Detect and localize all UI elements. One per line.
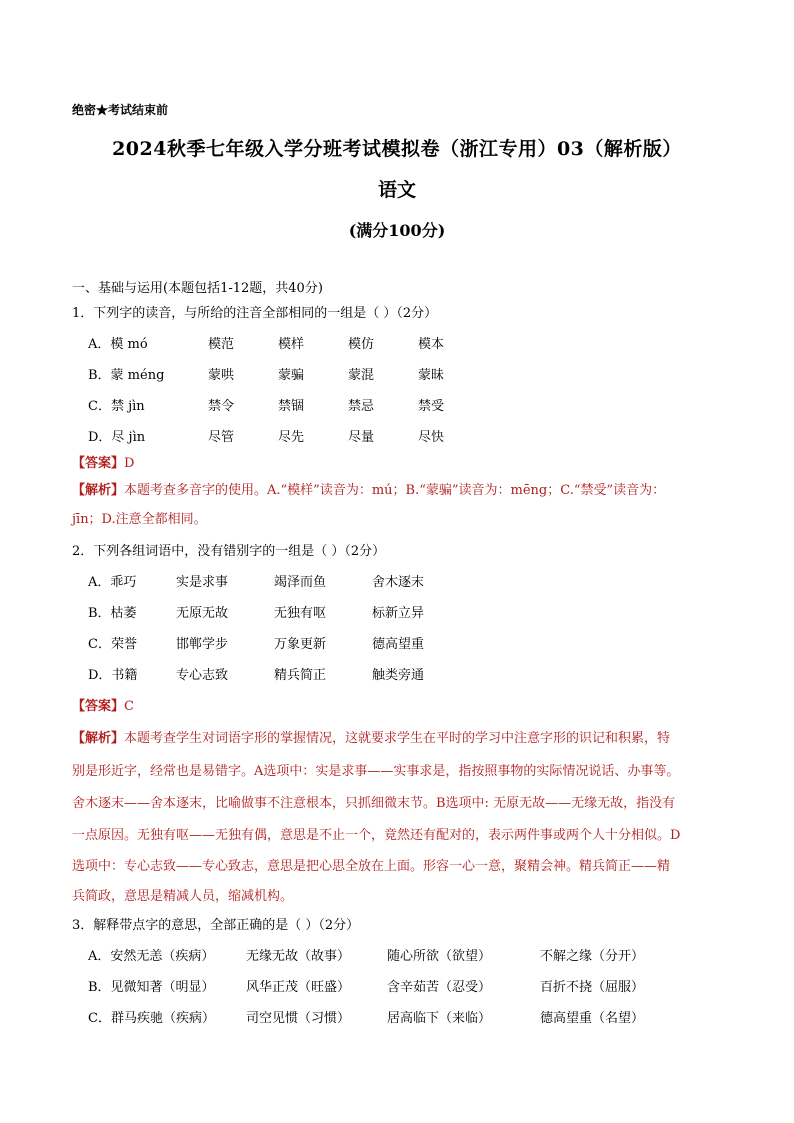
q1-c-word: 禁令 [208,399,235,414]
q1-a-word: 模范 [208,337,235,352]
section-heading: 一、基础与运用(本题包括1-12题，共40分) [72,281,323,296]
q3-c-item: C．群马疾驰（疾病） [88,1011,215,1026]
q1-c-label: C．禁 jìn [88,399,145,414]
q1-b-word: 蒙哄 [208,368,235,383]
q2-c-word: 万象更新 [274,637,327,652]
q3-a-item: 无缘无故（故事） [246,949,351,964]
q2-d-word: 精兵简正 [274,668,327,683]
q3-b-item: B．见微知著（明显） [88,980,215,995]
q2-answer [72,695,134,714]
q2-a-word: 舍木逐末 [372,575,425,590]
answer-value: C [124,699,134,714]
q3-a-item: 随心所欲（欲望） [387,949,492,964]
q2-a-word: 竭泽而鱼 [274,575,327,590]
full-score: (满分100分) [348,221,446,240]
q1-b-word: 蒙混 [348,368,375,383]
q2-b-word: 无原无故 [176,606,229,621]
q1-answer [72,452,134,471]
q2-analysis-line: 兵简政，意思是精减人员，缩减机构。 [72,889,294,904]
confidential-label: 绝密★考试结束前 [72,103,169,117]
q2-analysis-line: 舍木逐末——舍本逐末，比喻做事不注意根本，只抓细微末节。B选项中: 无原无故——无缘无故，指没有 [72,796,676,811]
q1-c-word: 禁忌 [348,399,375,414]
analysis-tag: 【解析】 [72,483,125,498]
q2-a-label: A．乖巧 [88,575,137,590]
q2-c-word: 德高望重 [372,637,425,652]
q2-analysis-line: 一点原因。无独有呕——无独有偶，意思是不止一个，竟然还有配对的，表示两件事或两个人十分相似。D [72,828,681,843]
q3-a-item: A．安然无恙（疾病） [88,949,215,964]
q2-d-word: 触类旁通 [372,668,425,683]
q2-b-label: B．枯萎 [88,606,137,621]
subject-title: 语文 [377,179,416,201]
q2-analysis-line: 别是形近字，经常也是易错字。A选项中：实是求事——实事求是，指按照事物的实际情况说话、办事等。 [72,764,680,779]
q2-analysis-line [72,727,724,746]
q1-a-word: 模仿 [348,337,375,352]
answer-value: D [124,456,135,471]
q1-analysis-line: jīn；D.注意全都相同。 [72,512,207,527]
q3-c-item: 德高望重（名望） [540,1011,645,1026]
q1-analysis-line [72,479,724,498]
q1-d-word: 尽量 [348,430,375,445]
q1-a-word: 模本 [418,337,445,352]
q1-a-label: A．模 mó [88,337,148,352]
q2-c-word: 邯郸学步 [176,637,229,652]
q1-d-word: 尽快 [418,430,445,445]
q3-c-item: 司空见惯（习惯） [246,1011,351,1026]
q3-c-item: 居高临下（来临） [387,1011,492,1026]
q1-c-word: 禁受 [418,399,445,414]
q3-b-item: 风华正茂（旺盛） [246,980,351,995]
q3-a-item: 不解之缘（分开） [540,949,645,964]
q1-c-word: 禁锢 [278,399,305,414]
analysis-text: 本题考查多音字的使用。A.“模样”读音为：mú；B.“蒙骗”读音为：mēng；C.“禁受”读音为： [124,483,666,498]
q2-d-label: D．书籍 [88,668,138,683]
analysis-text: 本题考查学生对词语字形的掌握情况，这就要求学生在平时的学习中注意字形的识记和积累，特 [124,731,671,746]
analysis-tag: 【解析】 [72,731,125,746]
q2-b-word: 标新立异 [372,606,425,621]
exam-title: 2024秋季七年级入学分班考试模拟卷（浙江专用）03（解析版） [112,138,682,160]
q1-d-word: 尽管 [208,430,235,445]
q2-b-word: 无独有呕 [274,606,327,621]
q1-b-label: B．蒙 méng [88,368,165,383]
q1-stem: 1．下列字的读音，与所给的注音全部相同的一组是（ ）（2分） [72,306,438,321]
q2-stem: 2．下列各组词语中，没有错别字的一组是（ ）（2分） [72,544,386,559]
q1-b-word: 蒙骗 [278,368,305,383]
q3-b-item: 含辛茹苦（忍受） [387,980,492,995]
q2-analysis-line: 选项中：专心志致——专心致志，意思是把心思全放在上面。形容一心一意，聚精会神。精兵简正——精 [72,859,671,874]
q1-a-word: 模样 [278,337,305,352]
q2-a-word: 实是求事 [176,575,229,590]
answer-tag: 【答案】 [72,699,125,714]
q2-c-label: C．荣誉 [88,637,137,652]
q3-stem: 3．解释带点字的意思，全部正确的是（ ）（2分） [72,918,360,933]
q2-d-word: 专心志致 [176,668,229,683]
q1-d-word: 尽先 [278,430,305,445]
q3-b-item: 百折不挠（屈服） [540,980,645,995]
q1-b-word: 蒙昧 [418,368,445,383]
answer-tag: 【答案】 [72,456,125,471]
q1-d-label: D．尽 jìn [88,430,146,445]
